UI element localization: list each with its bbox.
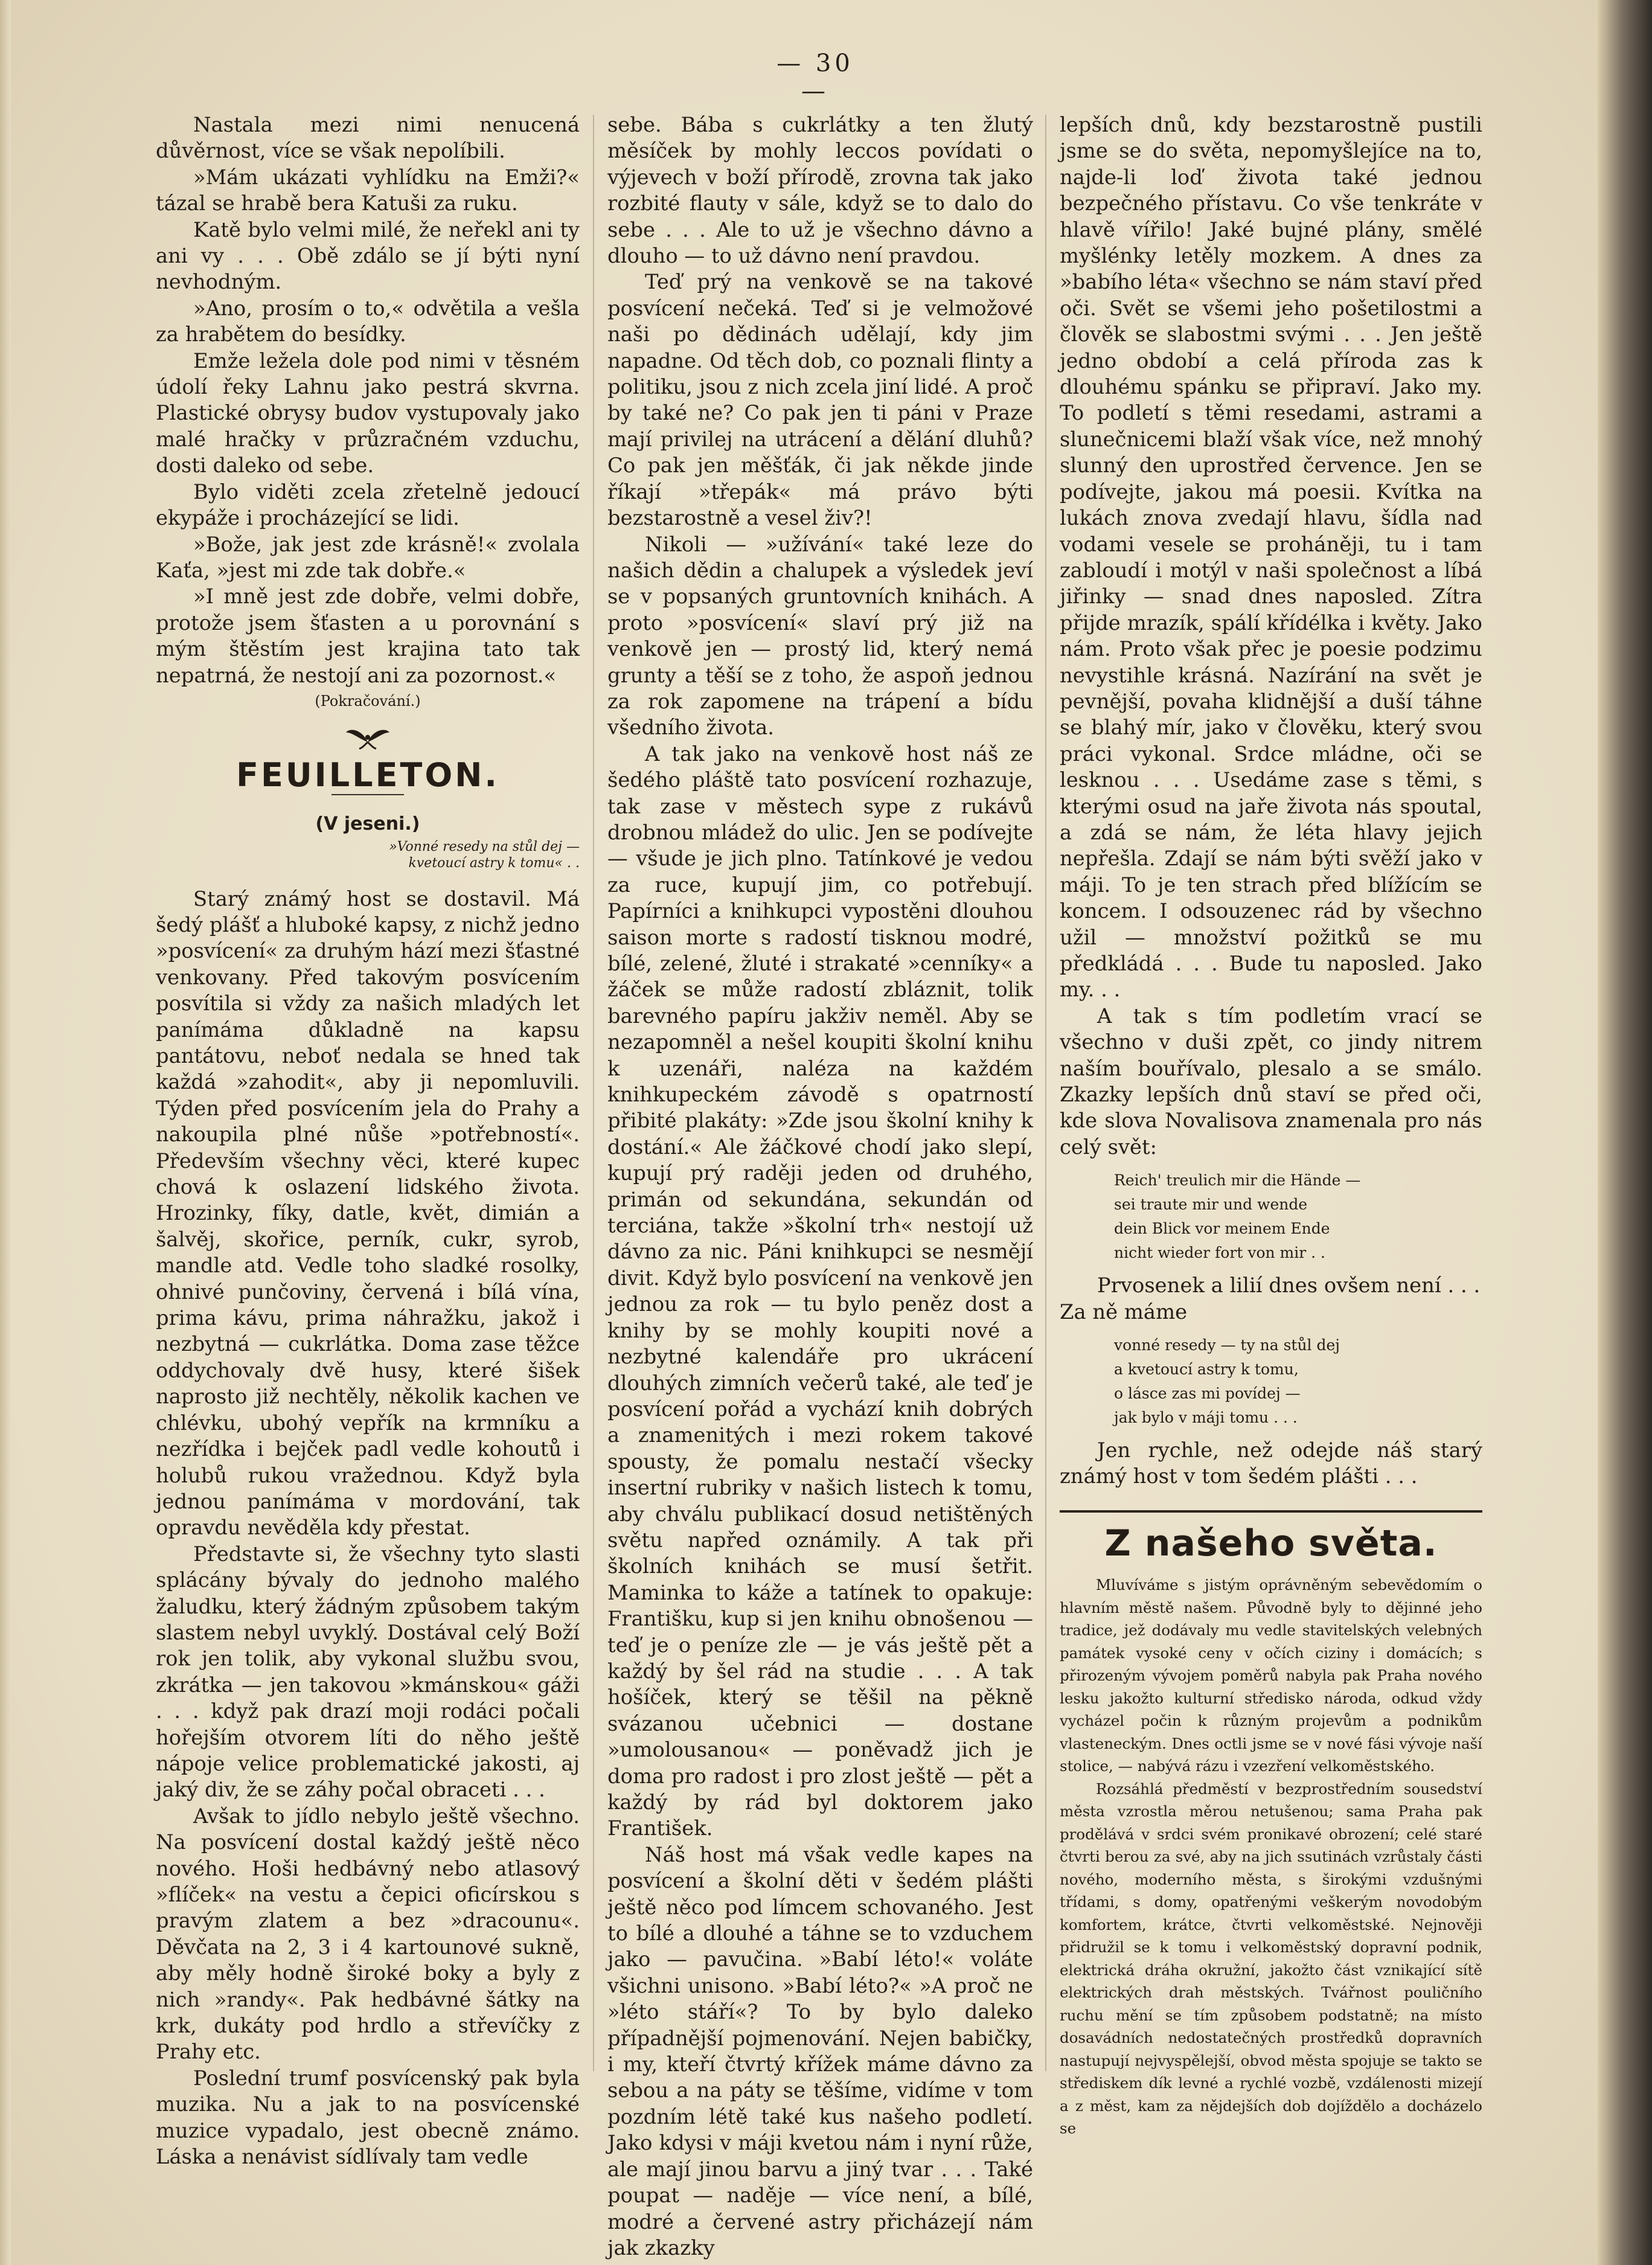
poem-line: sei traute mir und wende: [1114, 1196, 1308, 1214]
paragraph: Mluvíváme s jistým oprávněným sebevědomím o hlavním městě našem. Původně byly to dějinné jeho tradice, jež dodávaly mu vedle stavitelských velebných památek vysoké ceny v očích ciziny i domácích; s přirozeným vývojem poměrů nabyla pak Praha nového lesku jakožto kulturní středisko národa, odkud vždy vycházel počin k různým projevům a podnikům vlasteneckým. Dnes octli jsme se v nové fási vývoje naší stolice, — nabývá rázu i vzezření velkoměstského.: [1060, 1576, 1482, 1775]
feuilleton-title: FEUILLETON.: [236, 755, 499, 794]
paragraph: Prvosenek a lilií dnes ovšem není . . .: [1097, 1273, 1481, 1298]
column-divider-1: [593, 115, 594, 2071]
page-number: — 30 —: [776, 50, 854, 105]
paragraph: Náš host má však vedle kapes na posvícení a školní děti v šedém plášti ještě něco pod límcem schovaného. Jest to bílé a dlouhé a táhne se to vzduchem jako — pavučina. »Babí léto!« voláte všichni unisono. »Babí léto?« »A proč ne »léto stáří«? To by bylo daleko případnější pojmenování. Nejen babičky, i my, kteří čtvrtý křížek máme dávno za sebou a na páty se těšíme, vidíme v tom pozdním létě také kus našeho podletí. Jako kdysi v máji kvetou nám i nyní růže, ale mají jinou barvu a jiný tvar . . . Také poupat — naděje — více není, a bílé, modré a červené astry přicházejí nám jak zkazky: [607, 1842, 1033, 2260]
section-rule: [1060, 1510, 1482, 1513]
paragraph: Nastala mezi nimi nenucená důvěrnost, více se však nepolíbili.: [156, 113, 580, 163]
paragraph: Poslední trumf posvícenský pak byla muzika. Nu a jak to na posvícenské muzice vypadalo, jest obecně známo. Láska a nenávist sídlívaly tam vedle: [156, 2066, 580, 2169]
poem-quote: [1114, 1168, 1482, 1265]
paragraph: »Mám ukázati vyhlídku na Emži?« tázal se hrabě bera Katuši za ruku.: [156, 165, 580, 216]
paragraph: Bylo viděti zcela zřetelně jedoucí ekypáže i procházející se lidi.: [156, 479, 580, 530]
poem-line: o lásce zas mi povídej —: [1114, 1385, 1301, 1403]
page-left-edge: [0, 0, 11, 2265]
continued-note: (Pokračování.): [315, 692, 421, 710]
paragraph: Představte si, že všechny tyto slasti splácány bývaly do jednoho malého žaludku, který žádným způsobem takým slastem nebyl uvyklý. Dostával celý Boží rok jen tolik, aby vykonal službu svou, zkrátka — jen takovou »kmánskou« gáži . . . když pak drazí moji rodáci počali hořejším otvorem líti do něho ještě nápoje velice problematické jakosti, aj jaký div, že se záhy počal obraceti . . .: [156, 1542, 580, 1802]
paragraph: Nikoli — »užívání« také leze do našich dědin a chalupek a výsledek jeví se v popsaných gruntovních knihách. A proto »posvícení« slaví prý již na venkově jen — prostý lid, který nemá grunty a těší se z toho, že aspoň jednou za rok zapomene na trápení a bídu všedního života.: [607, 532, 1033, 740]
fleuron-ornament-icon: [156, 724, 580, 755]
paragraph: »Bože, jak jest zde krásně!« zvolala Kaťa, »jest mi zde tak dobře.«: [156, 532, 580, 582]
paragraph: A tak jako na venkově host náš ze šedého pláště tato posvícení rozhazuje, tak zase v městech sype z rukávů drobnou mládež do ulic. Jen se podívejte — všude je jich plno. Tatínkové je vedou za ruce, kupují jim, co potřebují. Papírníci a knihkupci vypostěni dlouhou saison morte s radostí tisknou modré, bílé, zelené, žluté i strakaté »cenníky« a žáček se může radostí zbláznit, tolik barevného papíru jakživ neměl. Aby se nezapomněl a nešel koupiti školní knihu k uzenáři, naléza na každém knihkupeckém závodě s opatrností přibité plakáty: »Zde jsou školní knihy k dostání.« Ale žáčkové chodí jako slepí, kupují prý raději jeden od druhého, primán od sekundána, sekundán od terciána, takže »školní trh« nestojí už dávno za nic. Páni knihkupci se nesmějí divit. Když bylo posvícení na venkově jen jednou za rok — tu bylo peněz dost a knihy by se mohly koupiti nové a nezbytné kalendáře pro ukrácení dlouhých zimních večerů také, ale teď je posvícení pořád a vychází knih dobrých a znamenitých i mezi rokem takové spousty, že pomalu nestačí všecky insertní rubriky v našich listech k tomu, aby chválu publikací dosud netištěných světu napřed oznámily. A tak při školních knihách se musí šetřit. Maminka to káže a tatínek to opakuje: Františku, kup si jen knihu obnošenou — teď je o peníze zle — je vás ještě pět a každý by šel rád na studie . . . A tak hošíček, který se těšil na pěkně svázanou učebnici — dostane »umolousanou« — poněvadž jich je doma pro radost i pro zlost ještě — pět a každý by rád byl doktorem jako František.: [607, 742, 1033, 1841]
column-divider-2: [1045, 115, 1046, 2071]
paragraph: »Ano, prosím o to,« odvětila a vešla za hrabětem do besídky.: [156, 296, 580, 347]
epigraph-line: »Vonné resedy na stůl dej —: [389, 839, 580, 854]
paragraph: »I mně jest zde dobře, velmi dobře, protože jsem šťasten a u porovnání s mým štěstím jest krajina tato tak nepatrná, že nestojí ani za pozornost.«: [156, 585, 580, 687]
column-2: [607, 112, 1033, 2261]
poem-line: jak bylo v máji tomu . . .: [1114, 1409, 1298, 1427]
poem-quote: [1114, 1333, 1482, 1430]
paragraph: Starý známý host se dostavil. Má šedý plášť a hluboké kapsy, z nichž jedno »posvícení« za druhým hází mezi šťastné venkovany. Před takovým posvícením posvítila si vždy za našich mladých let panímáma důkladně na kapsu pantátovu, neboť nedala se hned tak každá »zahodit«, aby ji nepomluvili. Týden před posvícením jela do Prahy a nakoupila plné nůše »potřebností«. Především všechny věci, které kupec chová k oslazení lidského života. Hrozinky, fíky, datle, květ, dimián a šalvěj, skořice, perník, cukr, syrob, mandle atd. Vedle toho sladké rosolky, ohnivé punčoviny, červená i bílá vína, prima kávu, prima náhražku, jakož i nezbytná — cukrlátka. Doma zase těžce oddychovaly dvě husy, které šišek naprosto již nechtěly, několik kachen ve chlévku, ubohý vepřík na krmníku a nezřídka i bejček padl vedle kohoutů i holubů rukou vražednou. Když byla jednou panímáma v mordování, tak opravdu nevěděla kdy přestat.: [156, 886, 580, 1540]
section-body: [1060, 1574, 1482, 2140]
paragraph: Jen rychle, než odejde náš starý známý host v tom šedém plášti . . .: [1060, 1438, 1482, 1488]
page-binding-edge: [1598, 0, 1652, 2265]
column-1: [156, 112, 580, 2170]
feuilleton-subheading: (V jeseni.): [315, 813, 420, 835]
paragraph: Za ně máme: [1060, 1299, 1188, 1324]
title-rule: [331, 794, 404, 795]
poem-line: a kvetoucí astry k tomu,: [1114, 1360, 1299, 1379]
paragraph: lepších dnů, kdy bezstarostně pustili jsme se do světa, nepomyšlejíce na to, najde-li loď života také jednou bezpečného přístavu. Co vše tenkráte v hlavě vířilo! Jaké bujné plány, smělé myšlénky letěly mozkem. A dnes za »babího léta« všechno se nám staví před oči. Svět se všemi jeho pošetilostmi a člověk se slabostmi svými . . . Jen ještě jedno období a celá příroda zas k dlouhému spánku se připraví. Jako my. To podletí s těmi resedami, astrami a slunečnicemi blaží však více, než mnohý slunný den uprostřed července. Jen se podívejte, jakou má poesii. Kvítka na lukách znova zvedají hlavu, šídla nad vodami vesele se proháněji, tu i tam zabloudí i motýl v naši společnost a líbá jiřinky — snad dnes naposled. Zítra přijde mrazík, spálí křídélka i květy. Jako nám. Proto však přec je poesie podzimu nevystihle krásná. Nazírání na svět je pevnější, povaha klidnější a duší táhne se blahý mír, jako v člověku, který svou práci vykonal. Srdce mládne, oči se lesknou . . . Usedáme zase s těmi, s kterými osud na jaře života nás spoutal, a zdá se nám, že léta hlavy jejich nepřešla. Zdají se nám býti svěží jako v máji. To je ten strach před blížícím se koncem. I odsouzenec rád by všechno užil — množství požitků se mu předkládá . . . Bude tu naposled. Jako my. . .: [1060, 113, 1482, 1002]
poem-line: nicht wieder fort von mir . .: [1114, 1244, 1325, 1262]
poem-line: vonné resedy — ty na stůl dej: [1114, 1336, 1340, 1354]
paragraph: sebe. Bába s cukrlátky a ten žlutý měsíček by mohly leccos povídati o výjevech v boží přírodě, zrovna tak jako rozbité flauty v sále, když se to dalo do sebe . . . Ale to už je všechno dávno a dlouho — to už dávno není pravdou.: [607, 113, 1033, 268]
column-3: [1060, 112, 1482, 2140]
paragraph: Rozsáhlá předměstí v bezprostředním sousedství města vzrostla měrou netušenou; sama Praha pak prodělává v srdci svém pronikavé obrození; celé staré čtvrti berou za své, aby na jich ssutinách vzrůstaly části nového, moderního města, s širokými vzdušnými třídami, s domy, opatřenými veškerým novodobým komfortem, krátce, čtvrti velkoměstské. Nejnověji přidružil se k tomu i velkoměstský dopravní podnik, elektrická dráha okružní, jakožto část vznikající sítě elektrických drah městských. Tvářnost pouličního ruchu mění se tím způsobem podstatně; na místo dosavádních nedostatečných prostředků dopravních nastupují nejvyspělejší, obvod města spojuje se takto se střediskem dík levné a rychlé vozbě, vzdálenosti mizejí a z měst, kam za nějdejších dob dojíždělo a docházelo se: [1060, 1780, 1482, 2138]
epigraph-line: kvetoucí astry k tomu« . .: [408, 855, 580, 871]
poem-line: Reich' treulich mir die Hände —: [1114, 1171, 1361, 1190]
paragraph: Teď prý na venkově se na takové posvícení nečeká. Teď si je velmožové naši po dědinách udělají, kdy jim napadne. Od těch dob, co poznali flinty a politiku, jsou z nich zcela jiní lidé. A proč by také ne? Co pak jen ti páni v Praze mají privilej na utrácení a dělání dluhů? Co pak jen měšťák, či jak někde jinde říkají »třepák« má právo býti bezstarostně a vesel živ?!: [607, 270, 1033, 530]
epigraph: [156, 839, 580, 871]
poem-line: dein Blick vor meinem Ende: [1114, 1220, 1330, 1238]
paragraph: Emže ležela dole pod nimi v těsném údolí řeky Lahnu jako pestrá skvrna. Plastické obrysy budov vystupovaly jako malé hračky v průzračném vzduchu, dosti daleko od sebe.: [156, 348, 580, 478]
section-title: Z našeho světa.: [1104, 1522, 1438, 1565]
paragraph: Avšak to jídlo nebylo ještě všechno. Na posvícení dostal každý ještě něco nového. Hoši hedbávný nebo atlasový »flíček« na vestu a čepici oficírskou s pravým zlatem a bez »dracounu«. Děvčata na 2, 3 i 4 kartounové sukně, aby měly hodně široké boky a byly z nich »randy«. Pak hedbávné šátky na krk, dukáty pod hrdlo a střevíčky z Prahy etc.: [156, 1804, 580, 2064]
paragraph: Katě bylo velmi milé, že neřekl ani ty ani vy . . . Obě zdálo se jí býti nyní nevhodným.: [156, 217, 580, 294]
paragraph: A tak s tím podletím vrací se všechno v duši zpět, co jindy nitrem naším bouřívalo, plesalo a se smálo. Zkazky lepších dnů staví se před oči, kde slova Novalisova znamenala pro nás celý svět:: [1060, 1004, 1482, 1159]
